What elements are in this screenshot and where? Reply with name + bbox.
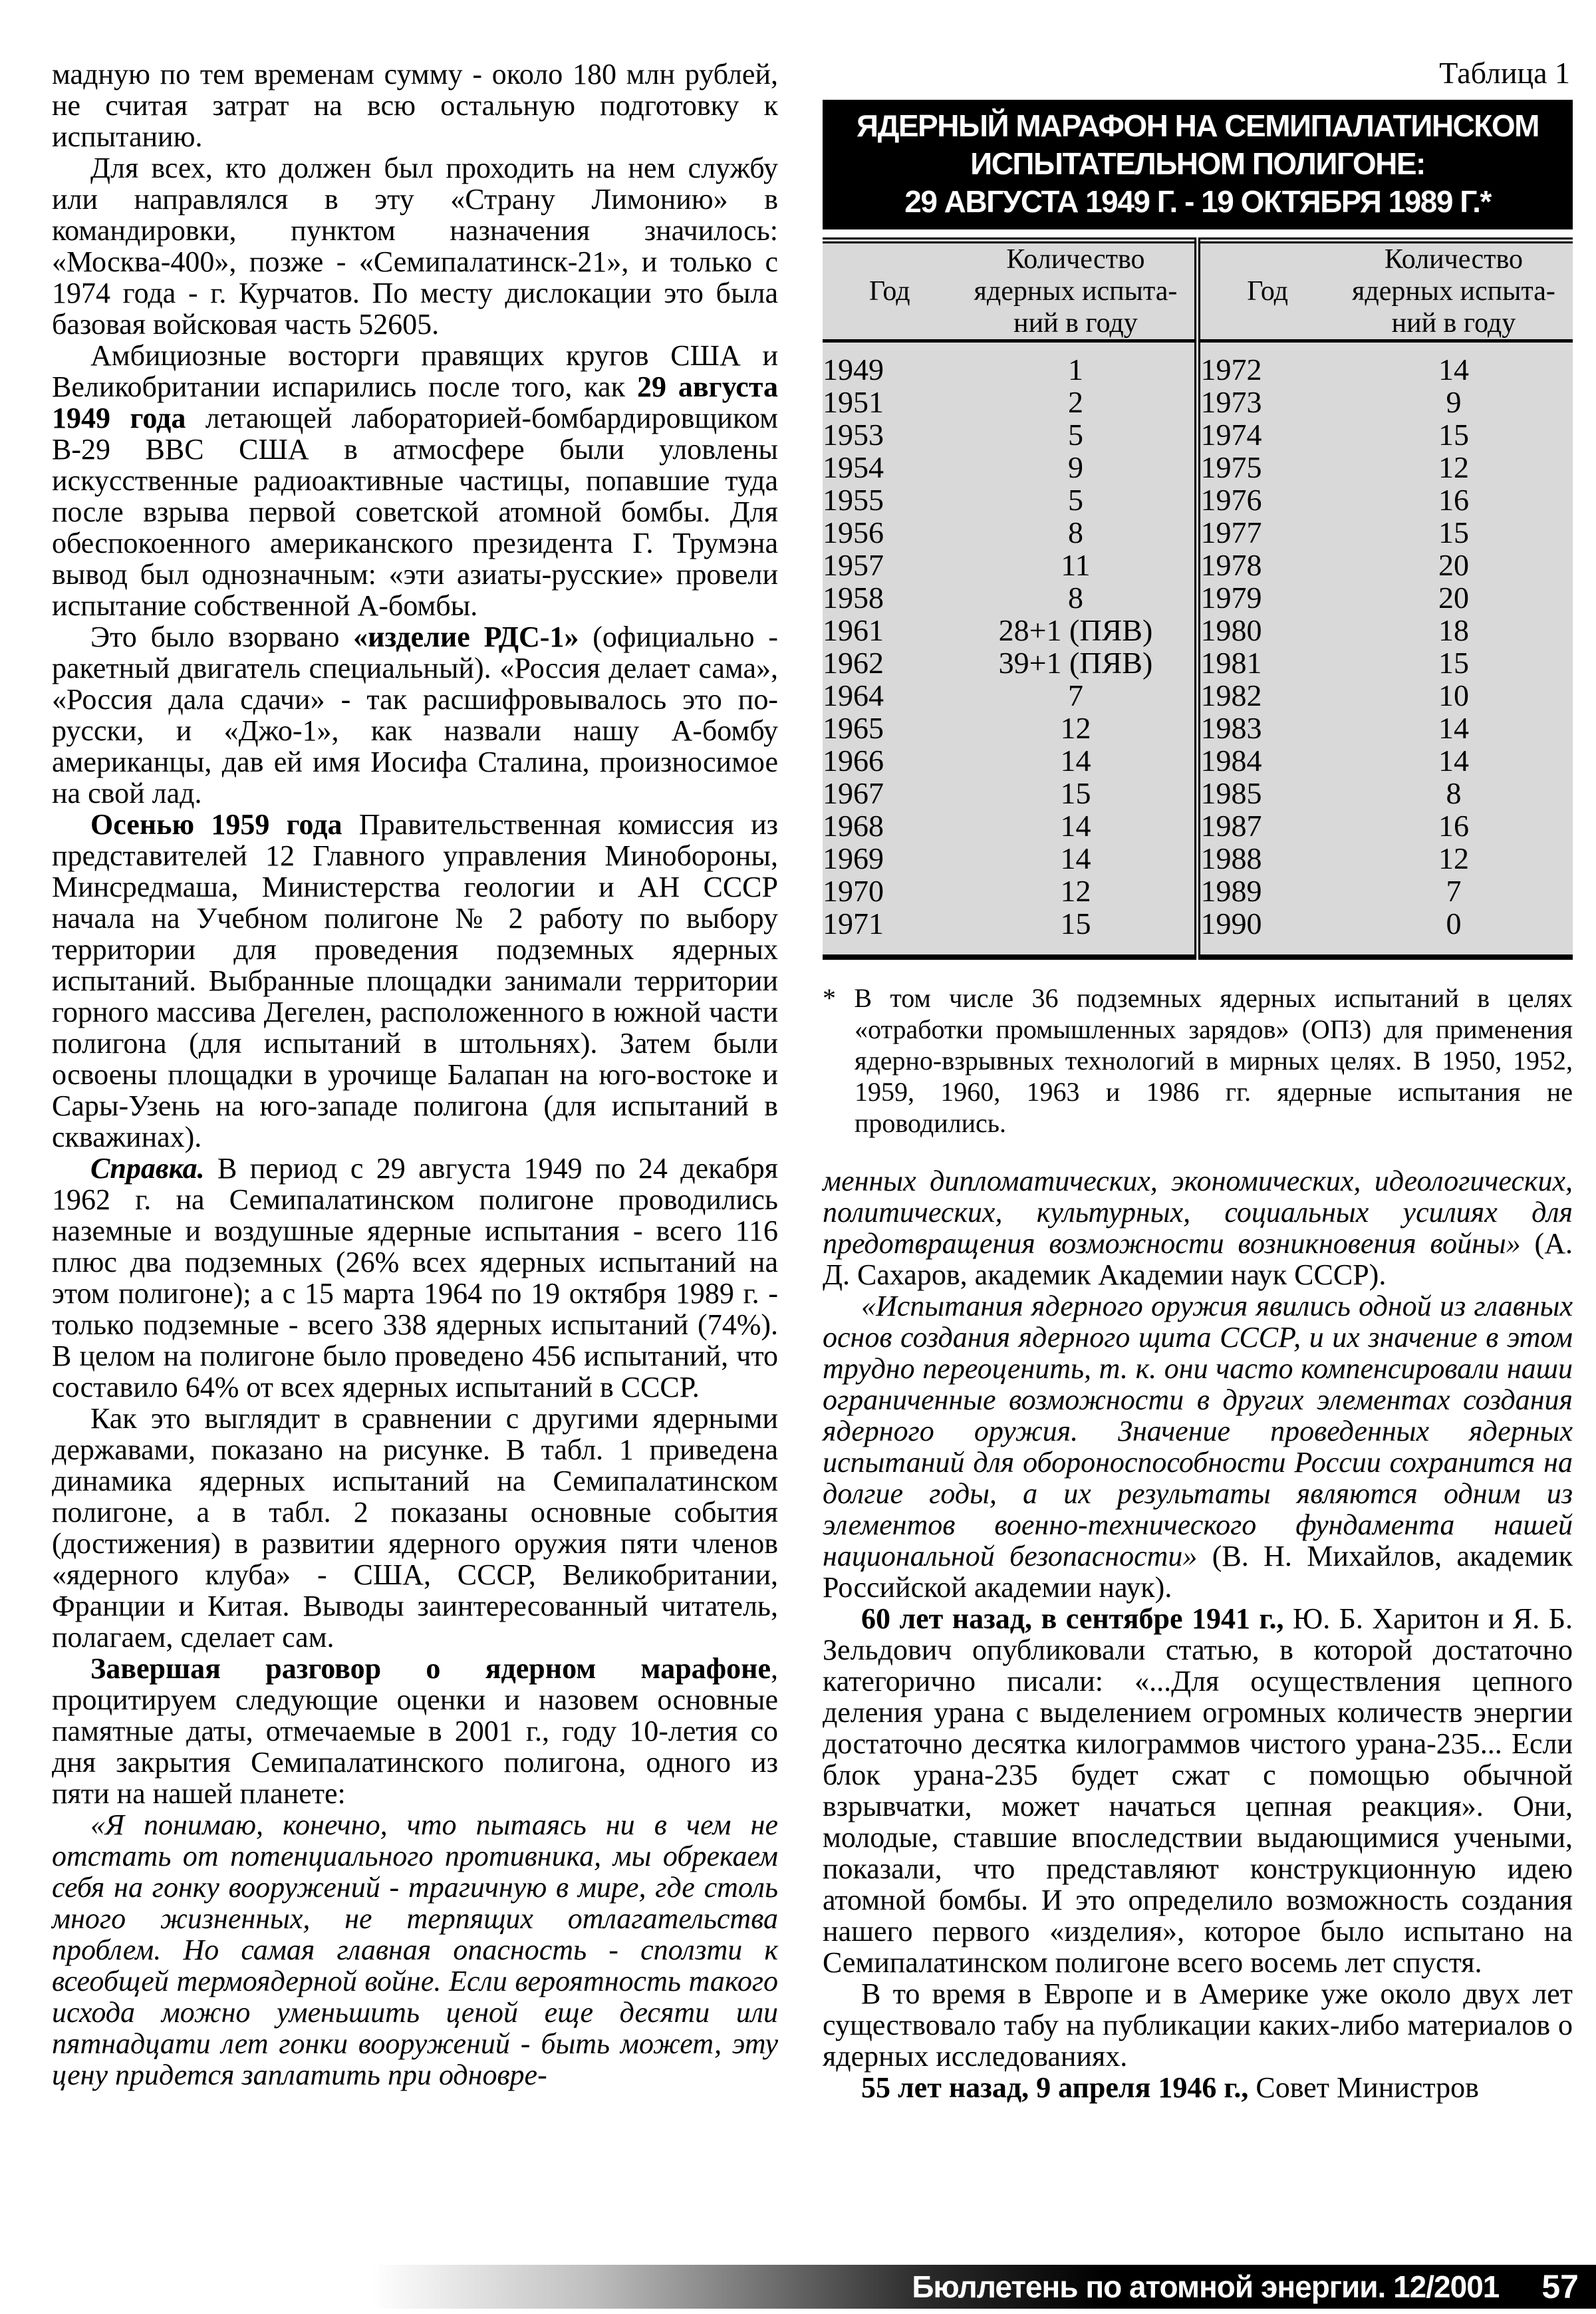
table-title-banner [823, 100, 1573, 229]
table-row [823, 484, 1573, 516]
year-cell: 1982 [1200, 678, 1262, 712]
table-row [823, 809, 1573, 842]
table-row [823, 744, 1573, 777]
text-run: 60 лет назад, в сентябре 1941 г., [861, 1602, 1284, 1635]
year-cell: 1990 [1200, 907, 1262, 940]
footer-bar [372, 2265, 1596, 2309]
paragraph [823, 1978, 1573, 2072]
table-row [823, 451, 1573, 484]
test-count-cell: 14 [956, 809, 1198, 842]
text-run: «Испытания ядерного оружия явились одной из главных основ создания ядерного щита СССР, и их значение в этом трудно переоценить, т. к. они часто компенсировали наши ограниченные возможности в других элементах создания ядерного оружия. Значение проведенных ядерных испытаний для обороноспособности России сохранится на долгие годы, а их результаты являются одним из элементов военно-технического фундамента нашей национальной безопасности» [823, 1290, 1573, 1572]
count-column-header [956, 241, 1198, 341]
text-run: В то время в Европе и в Америке уже около двух лет существовало табу на публикации каких-либо материалов о ядерных исследованиях. [823, 1977, 1573, 2073]
test-count-cell: 9 [1446, 385, 1462, 419]
text-run: летающей лабораторией-бомбардировщиком В-29 ВВС США в атмосфере были уловлены искусственные радиоактивные частицы, попавшие туда после взрыва первой советской атомной бомбы. Для обеспокоенного американского президента Г. Трумэна вывод был однозначным: «эти азиаты-русские» провели испытание собственной А-бомбы. [52, 402, 778, 622]
test-count-cell: 14 [1438, 353, 1469, 386]
text-run: (В. Н. Михайлов, академик Российской академии наук). [823, 1540, 1573, 1604]
count-header-line: ядерных испыта- [974, 276, 1178, 307]
test-count-cell: 8 [1446, 776, 1462, 810]
paragraph [823, 1603, 1573, 1978]
text-run: 55 лет назад, 9 апреля 1946 г., [861, 2071, 1249, 2104]
right-column [823, 56, 1573, 2103]
paragraph [823, 1165, 1573, 1290]
table-footnote: * В том числе 36 подземных ядерных испытаний в целях «отработки промышленных зарядов» (ОПЗ) для применения ядерно-взрывных технологий в мирных целях. В 1950, 1952, 1959, 1960, 1963 и 1986 гг. ядерные испытания не проводились. [823, 983, 1573, 1138]
year-cell: 1966 [823, 744, 884, 778]
text-run: Совет Министров [1248, 2071, 1479, 2104]
test-count-cell: 0 [1446, 907, 1462, 940]
year-cell: 1956 [823, 515, 884, 549]
test-count-cell: 12 [956, 875, 1198, 907]
test-count-cell: 15 [956, 777, 1198, 809]
table-row [823, 614, 1573, 647]
test-count-cell: 5 [956, 484, 1198, 516]
paragraph [52, 1809, 778, 2091]
text-run: Осенью 1959 года [90, 808, 342, 841]
table-row [823, 875, 1573, 907]
year-cell: 1978 [1200, 548, 1262, 582]
paragraph [52, 59, 778, 152]
paragraph [52, 621, 778, 809]
test-count-cell: 10 [1438, 678, 1469, 712]
year-cell: 1980 [1200, 613, 1262, 647]
year-cell: 1965 [823, 711, 884, 745]
text-run: мадную по тем временам сумму - около 180 млн рублей, не считая затрат на всю остальную подготовку к испытанию. [52, 58, 778, 153]
year-cell: 1988 [1200, 841, 1262, 875]
test-count-cell: 20 [1438, 581, 1469, 615]
test-count-cell: 28+1 (ПЯВ) [956, 614, 1198, 647]
test-count-cell: 2 [956, 386, 1198, 418]
paragraph [823, 1290, 1573, 1603]
text-run: 29 августа 1949 года [52, 370, 778, 434]
test-count-cell: 12 [956, 712, 1198, 744]
test-count-cell: 7 [956, 679, 1198, 712]
year-column-header: Год [823, 241, 956, 341]
test-count-cell: 16 [1438, 483, 1469, 517]
count-header-line: ний в году [1013, 308, 1138, 339]
test-count-cell: 11 [956, 549, 1198, 581]
year-cell: 1974 [1200, 418, 1262, 452]
table-row [823, 679, 1573, 712]
year-cell: 1975 [1200, 450, 1262, 484]
test-count-cell: 16 [1438, 809, 1469, 843]
nuclear-tests-table [823, 237, 1573, 960]
year-cell: 1961 [823, 613, 884, 647]
paragraph [823, 2072, 1573, 2103]
test-count-cell: 12 [1438, 841, 1469, 875]
year-cell: 1957 [823, 548, 884, 582]
test-count-cell: 15 [956, 907, 1198, 957]
text-run: «изделие РДС-1» [353, 621, 579, 653]
table-row [823, 341, 1573, 386]
text-run: Справка. [90, 1152, 205, 1185]
year-cell: 1976 [1200, 483, 1262, 517]
text-run: Для всех, кто должен был проходить на нем службу или направлялся в эту «Страну Лимонию» в командировки, пунктом назначения значилось: «Москва-400», позже - «Семипалатинск-21», и только с 1974 года - г. Курчатов. По месту дислокации это была базовая войсковая часть 52605. [52, 152, 778, 341]
table-header [823, 241, 1573, 341]
test-count-cell: 14 [1438, 711, 1469, 745]
test-count-cell: 14 [956, 842, 1198, 875]
table-row [823, 418, 1573, 451]
paragraph [52, 152, 778, 340]
table-row [823, 386, 1573, 418]
year-cell: 1955 [823, 483, 884, 517]
table-title-line: 29 АВГУСТА 1949 Г. - 19 ОКТЯБРЯ 1989 Г.* [904, 184, 1491, 219]
paragraph [52, 1403, 778, 1653]
count-header-line: Количество [1006, 244, 1145, 275]
test-count-cell: 20 [1438, 548, 1469, 582]
year-cell: 1949 [823, 353, 884, 386]
year-cell: 1958 [823, 581, 884, 615]
table-row [823, 647, 1573, 679]
year-cell: 1984 [1200, 744, 1262, 778]
table-row [823, 907, 1573, 957]
test-count-cell: 14 [956, 744, 1198, 777]
table-body [823, 341, 1573, 958]
table-row [823, 516, 1573, 549]
test-count-cell: 39+1 (ПЯВ) [956, 647, 1198, 679]
footer-journal-title: Бюллетень по атомной энергии. 12/2001 [912, 2269, 1500, 2304]
year-cell: 1968 [823, 809, 884, 843]
text-run: В период с 29 августа 1949 по 24 декабря 1962 г. на Семипалатинском полигоне проводились наземные и воздушные ядерные испытания - всего 116 плюс два подземных (26% всех ядерных испытаний на этом полигоне); а с 15 марта 1964 по 19 октября 1989 г. - только подземные - всего 338 ядерных испытаний (74%). В целом на полигоне было проведено 456 испытаний, что составило 64% от всех ядерных испытаний в СССР. [52, 1152, 778, 1403]
left-text-column [52, 59, 778, 2091]
year-cell: 1983 [1200, 711, 1262, 745]
year-cell: 1951 [823, 385, 884, 419]
year-cell: 1969 [823, 841, 884, 875]
text-run: Это было взорвано [90, 621, 354, 653]
table-title-line: ЯДЕРНЫЙ МАРАФОН НА СЕМИПАЛАТИНСКОМ [857, 108, 1539, 143]
year-cell: 1970 [823, 874, 884, 908]
count-header-line: ядерных испыта- [1352, 276, 1555, 307]
table-title-line: ИСПЫТАТЕЛЬНОМ ПОЛИГОНЕ: [970, 146, 1425, 181]
text-run: Завершая разговор о ядерном марафоне [90, 1652, 771, 1685]
table-row [823, 777, 1573, 809]
test-count-cell: 15 [1438, 515, 1469, 549]
test-count-cell: 1 [956, 341, 1198, 386]
count-column-header [1335, 241, 1573, 341]
year-cell: 1985 [1200, 776, 1262, 810]
year-cell: 1981 [1200, 646, 1262, 680]
table-caption: Таблица 1 [1439, 56, 1570, 90]
text-run: (А. Д. Сахаров, академик Академии наук СССР). [823, 1227, 1573, 1291]
table-row [823, 842, 1573, 875]
test-count-cell: 8 [956, 516, 1198, 549]
paragraph [52, 1653, 778, 1809]
year-cell: 1973 [1200, 385, 1262, 419]
test-count-cell: 5 [956, 418, 1198, 451]
table-header-row [823, 241, 1573, 341]
test-count-cell: 9 [956, 451, 1198, 484]
year-cell: 1967 [823, 776, 884, 810]
footer-page-number: 57 [1541, 2268, 1579, 2305]
year-cell: 1972 [1200, 353, 1262, 386]
year-cell: 1977 [1200, 515, 1262, 549]
test-count-cell: 12 [1438, 450, 1469, 484]
year-cell: 1962 [823, 646, 884, 680]
year-cell: 1987 [1200, 809, 1262, 843]
text-run: Правительственная комиссия из представителей 12 Главного управления Минобороны, Минсредмаша, Министерства геологии и АН СССР начала на Учебном полигоне № 2 работу по выбору территории для проведения подземных ядерных испытаний. Выбранные площадки занимали территории горного массива Дегелен, расположенного в южной части полигона (для испытаний в штольнях). Затем были освоены площадки в урочище Балапан на юго-востоке и Сары-Узень на юго-западе полигона (для испытаний в скважинах). [52, 808, 778, 1153]
year-cell: 1971 [823, 907, 884, 940]
right-text-column [823, 1165, 1573, 2103]
year-cell: 1964 [823, 678, 884, 712]
paragraph [52, 340, 778, 621]
test-count-cell: 14 [1438, 744, 1469, 778]
paragraph [52, 809, 778, 1153]
test-count-cell: 15 [1438, 418, 1469, 452]
test-count-cell: 8 [956, 581, 1198, 614]
text-run: «Я понимаю, конечно, что пытаясь ни в чем не отстать от потенциального противника, мы обрекаем себя на гонку вооружений - трагичную в мире, где столь много жизненных, не терпящих отлагательства проблем. Но самая главная опасность - сползти к всеобщей термоядерной войне. Если вероятность такого исхода можно уменьшить ценой еще десяти или пятнадцати лет гонки вооружений - быть может, эту цену придется заплатить при одновре- [52, 1808, 778, 2091]
text-run: Как это выглядит в сравнении с другими ядерными державами, показано на рисунке. В табл. 1 приведена динамика ядерных испытаний на Семипалатинском полигоне, а в табл. 2 показаны основные события (достижения) в развитии ядерного оружия пяти членов «ядерного клуба» - США, СССР, Великобритании, Франции и Китая. Выводы заинтересованный читатель, полагаем, сделает сам. [52, 1402, 778, 1654]
table-row [823, 549, 1573, 581]
year-cell: 1954 [823, 450, 884, 484]
year-column-header: Год [1198, 241, 1335, 341]
text-run: Амбициозные восторги правящих кругов США и Великобритании испарились после того, как [52, 339, 778, 403]
text-run: менных дипломатических, экономических, идеологических, политических, культурных, социальных усилиях для предотвращения возможности возникновения войны» [823, 1165, 1573, 1260]
text-run: , процитируем следующие оценки и назовем основные памятные даты, отмечаемые в 2001 г., году 10-летия со дня закрытия Семипалатинского полигона, одного из пяти на нашей планете: [52, 1652, 778, 1810]
count-header-line: Количество [1384, 244, 1524, 275]
paragraph [52, 1153, 778, 1403]
table-row [823, 712, 1573, 744]
text-run: (официально - ракетный двигатель специальный). «Россия делает сама», «Россия дала сдачи» - так расшифровывалось это по-русски, и «Джо-1», как назвали нашу А-бомбу американцы, дав ей имя Иосифа Сталина, произносимое на свой лад. [52, 621, 778, 809]
test-count-cell: 7 [1446, 874, 1462, 908]
test-count-cell: 15 [1438, 646, 1469, 680]
year-cell: 1989 [1200, 874, 1262, 908]
text-run: Ю. Б. Харитон и Я. Б. Зельдович опубликовали статью, в которой достаточно категорично писали: «...Для осуществления цепного деления урана с выделением огромных количеств энергии достаточно десятка килограммов чистого урана-235... Если блок урана-235 будет сжат с помощью обычной взрывчатки, может начаться цепная реакция». Они, молодые, ставшие впоследствии выдающимися учеными, показали, что представляют конструкционную идею атомной бомбы. И это определило возможность создания нашего первого «изделия», которое было испытано на Семипалатинском полигоне всего восемь лет спустя. [823, 1602, 1573, 1979]
count-header-line: ний в году [1391, 308, 1516, 339]
year-cell: 1953 [823, 418, 884, 452]
table-row [823, 581, 1573, 614]
test-count-cell: 18 [1438, 613, 1469, 647]
year-cell: 1979 [1200, 581, 1262, 615]
